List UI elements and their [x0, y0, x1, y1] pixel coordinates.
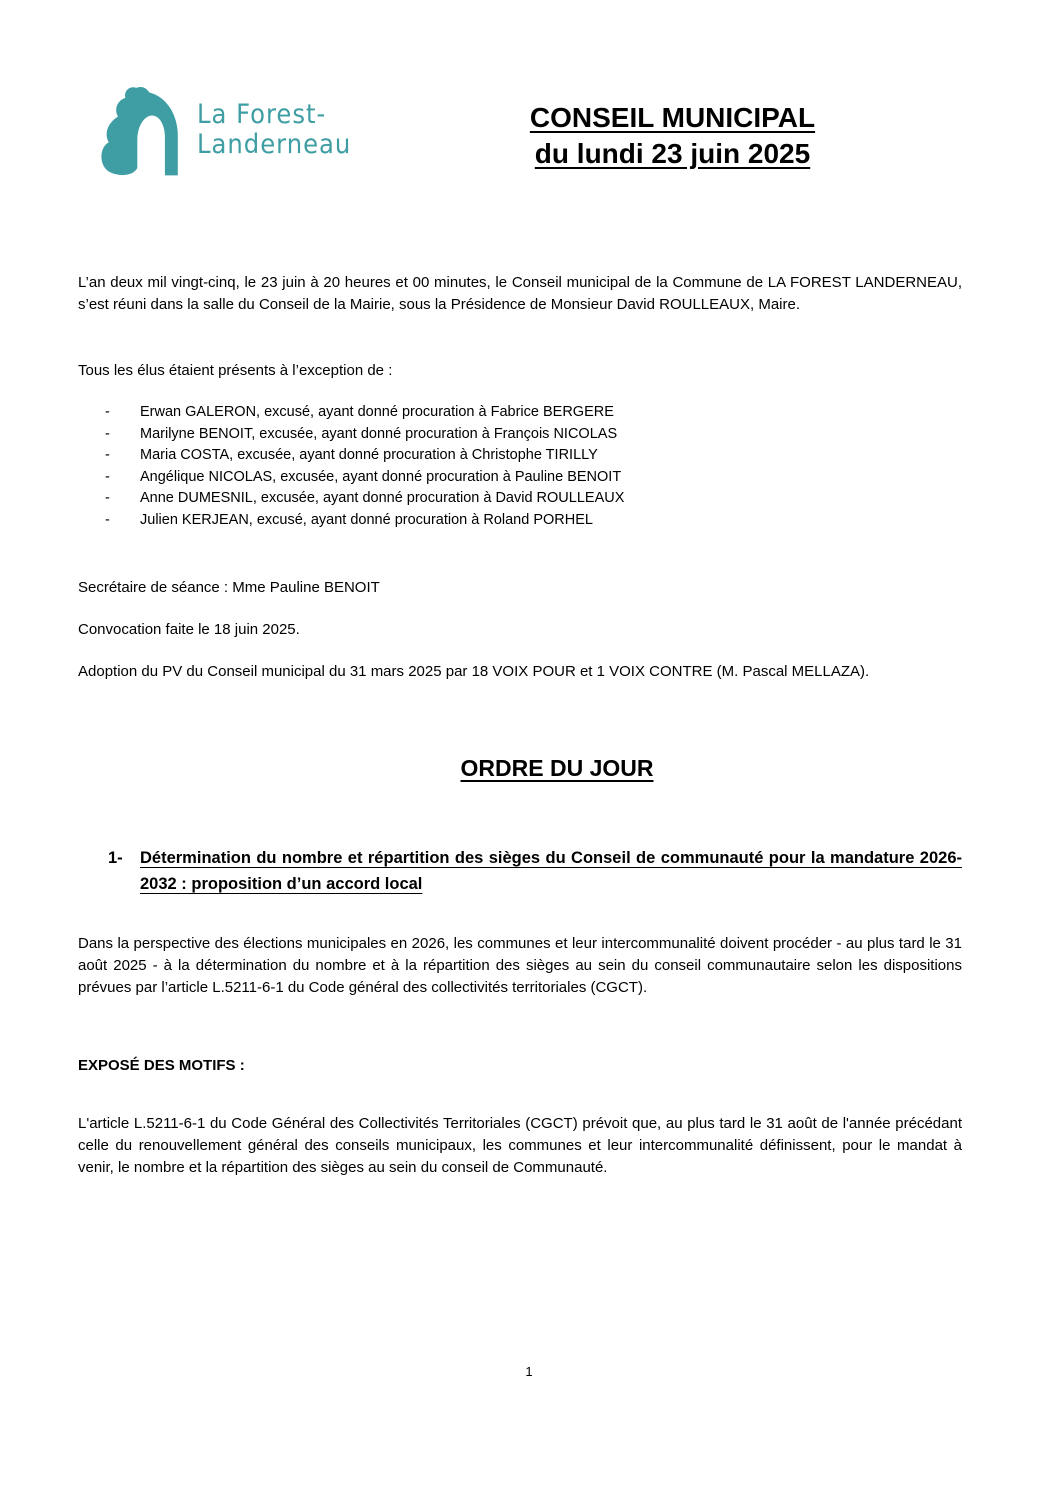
- document-title-line2: du lundi 23 juin 2025: [534, 138, 811, 169]
- commune-logo: [95, 80, 351, 186]
- list-item: [78, 510, 962, 532]
- list-item: [78, 424, 962, 446]
- arch-logo-icon: [95, 80, 187, 186]
- agenda-item-1: [78, 845, 962, 897]
- adoption-paragraph: Adoption du PV du Conseil municipal du 31 mars 2025 par 18 VOIX POUR et 1 VOIX CONTRE (M. Pascal MELLAZA).: [78, 663, 870, 680]
- list-dash-marker: -: [105, 490, 110, 506]
- agenda-heading: ORDRE DU JOUR: [460, 755, 654, 781]
- document-body: [78, 272, 962, 1179]
- excused-members-list: [78, 402, 962, 531]
- agenda-item-title: Détermination du nombre et répartition des sièges du Conseil de communauté pour la mandature 2026-2032 : proposition d’un accord local: [140, 849, 962, 893]
- expose-paragraph: L'article L.5211-6-1 du Code Général des Collectivités Territoriales (CGCT) prévoit que, au plus tard le 31 août de l'année précédant celle du renouvellement général des conseils municipaux, les communes et leur intercommunalité définissent, pour le mandat à venir, le nombre et la répartition des sièges au sein du conseil de Communauté.: [78, 1115, 962, 1176]
- logo-text-line2: Landerneau: [197, 129, 352, 160]
- excused-member: Marilyne BENOIT, excusée, ayant donné procuration à François NICOLAS: [140, 425, 618, 442]
- list-item: [78, 402, 962, 424]
- agenda-item-intro: Dans la perspective des élections municipales en 2026, les communes et leur intercommunalité doivent procéder - au plus tard le 31 août 2025 - à la détermination du nombre et à la répartition des sièges au sein du conseil communautaire selon les dispositions prévues par l’article L.5211-6-1 du Code général des collectivités territoriales (CGCT).: [78, 935, 962, 996]
- list-dash-marker: -: [105, 447, 110, 463]
- convocation-line: Convocation faite le 18 juin 2025.: [78, 621, 300, 638]
- list-dash-marker: -: [105, 404, 110, 420]
- agenda-item-number: 1-: [108, 849, 123, 867]
- excused-member: Angélique NICOLAS, excusée, ayant donné procuration à Pauline BENOIT: [140, 468, 622, 485]
- logo-text: [197, 100, 351, 160]
- list-dash-marker: -: [105, 468, 110, 485]
- presence-intro: Tous les élus étaient présents à l’exception de :: [78, 362, 393, 379]
- excused-member: Erwan GALERON, excusé, ayant donné procuration à Fabrice BERGERE: [140, 404, 614, 420]
- page-number: 1: [525, 1364, 533, 1379]
- list-item: [78, 467, 962, 489]
- list-item: [78, 445, 962, 467]
- document-title: [400, 100, 945, 172]
- excused-member: Julien KERJEAN, excusé, ayant donné procuration à Roland PORHEL: [140, 511, 593, 528]
- list-item: [78, 488, 962, 510]
- document-title-line1: CONSEIL MUNICIPAL: [529, 102, 816, 133]
- intro-paragraph: L’an deux mil vingt-cinq, le 23 juin à 20 heures et 00 minutes, le Conseil municipal de la Commune de LA FOREST LANDERNEAU, s’est réuni dans la salle du Conseil de la Mairie, sous la Présidence de Monsieur David ROULLEAUX, Maire.: [78, 274, 962, 313]
- expose-motifs-heading: EXPOSÉ DES MOTIFS :: [78, 1057, 245, 1074]
- logo-text-line1: La Forest-: [197, 99, 327, 130]
- list-dash-marker: -: [105, 511, 110, 528]
- list-dash-marker: -: [105, 425, 110, 442]
- excused-member: Maria COSTA, excusée, ayant donné procuration à Christophe TIRILLY: [140, 447, 598, 463]
- secretary-line: Secrétaire de séance : Mme Pauline BENOIT: [78, 579, 380, 596]
- excused-member: Anne DUMESNIL, excusée, ayant donné procuration à David ROULLEAUX: [140, 490, 625, 506]
